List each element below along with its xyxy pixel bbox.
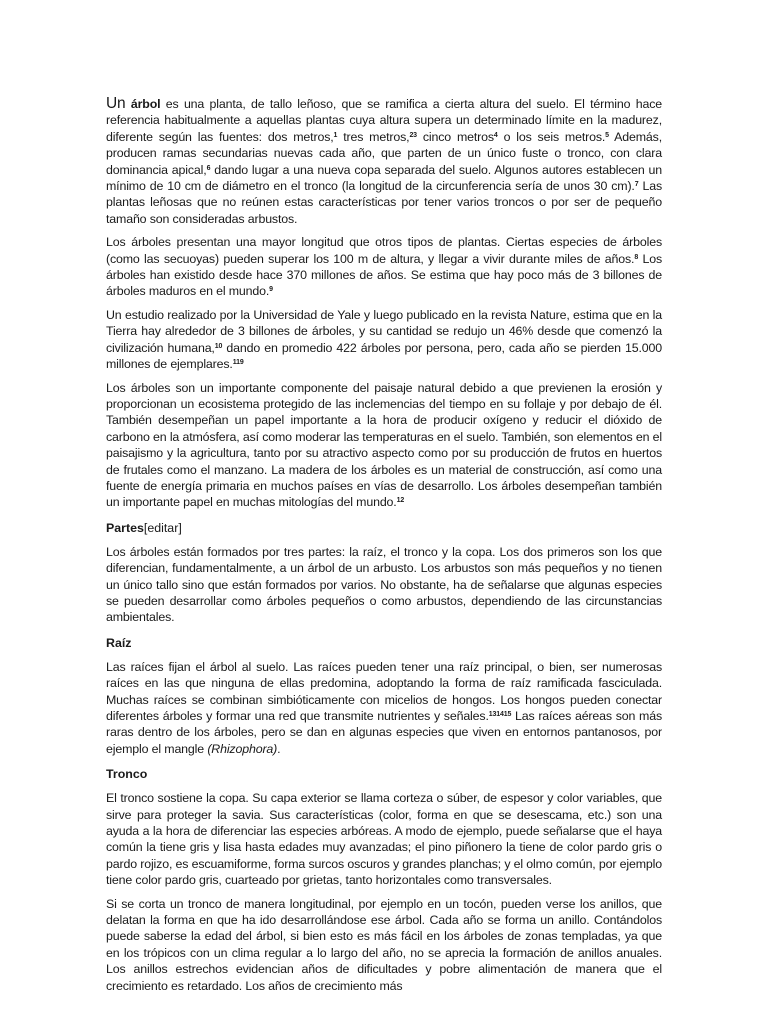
paragraph-text: Los árboles presentan una mayor longitud que otros tipos de plantas. Ciertas especies de árboles (como las secuoyas) pueden superar los 100 m de altura, y llegar a vivir durante miles de años.	[106, 235, 662, 266]
footnote-ref[interactable]: 10	[214, 342, 223, 350]
paragraph-text: Las raíces fijan el árbol al suelo. Las raíces pueden tener una raíz principal, o bien, ser numerosas raíces en las que ninguna de ellas predomina, adoptando la forma de raíz ramificada fasciculada. Muchas raíces se combinan simbióticamente con micelios de hongos. Los hongos pueden conectar diferentes árboles y formar una red que transmite nutrientes y señales.	[106, 659, 662, 723]
footnote-ref[interactable]: 5	[605, 131, 609, 139]
footnote-ref[interactable]: 119	[232, 359, 244, 367]
intro-text: Las plantas leñosas que no reúnen estas características por tener varios troncos o por ser de pequeño tamaño son consideradas arbustos.	[106, 179, 662, 226]
footnote-ref[interactable]: 12	[396, 497, 405, 505]
paragraph-text: dando en promedio 422 árboles por persona, pero, cada año se pierden 15.000 millones de ejemplares.	[106, 340, 662, 372]
paragraph-text: Los árboles son un importante componente del paisaje natural debido a que previenen la erosión y proporcionan un ecosistema protegido de las inclemencias del tiempo en su follaje y por debajo de él. También desempeñan un papel importante a la hora de producir oxígeno y reducir el dióxido de carbono en la atmósfera, así como moderar las temperaturas en el suelo. También, son elementos en el paisajismo y la agricultura, tanto por su atractivo aspecto como por su producción de frutos en huertos de frutales como el manzano. La madera de los árboles es un material de construcción, así como una fuente de energía primaria en muchos países en vías de desarrollo. Los árboles desempeñan también un importante papel en muchas mitologías del mundo.	[106, 380, 662, 510]
paragraph-raiz	[106, 659, 662, 757]
intro-text: tres metros,	[337, 129, 410, 144]
footnote-ref[interactable]: 23	[409, 131, 417, 139]
intro-text: Además, producen ramas secundarias nuevas cada año, que parten de un único fuste o tronco, con clara dominancia apical,	[106, 129, 663, 177]
section-heading-partes	[106, 520, 662, 536]
edit-link[interactable]: [editar]	[143, 520, 182, 535]
paragraph-importance	[106, 380, 662, 511]
paragraph-text: Los árboles han existido desde hace 370 millones de años. Se estima que hay poco más de 3 billones de árboles maduros en el mundo.	[106, 251, 662, 299]
paragraph-longevity	[106, 234, 662, 300]
heading-label: Partes	[106, 520, 144, 535]
paragraph-text: .	[277, 741, 281, 756]
paragraph-text: Las raíces aéreas son más raras dentro de los árboles, pero se dan en algunas especies que viven en entornos pantanosos, por ejemplo el mangle	[106, 709, 662, 756]
intro-text: o los seis metros.	[497, 129, 606, 144]
footnote-ref[interactable]: 1	[333, 131, 338, 139]
intro-text: cinco metros	[416, 129, 494, 144]
paragraph-partes: Los árboles están formados por tres partes: la raíz, el tronco y la copa. Los dos primeros son los que diferencian, fundamentalmente, a un árbol de un arbusto. Los arbustos son más pequeños y no tienen un único tallo sino que están formados por varios. No obstante, ha de señalarse que algunas especies se pueden desarrollar como árboles pequeños o como arbustos, dependiendo de las circunstancias ambientales.	[106, 544, 662, 625]
intro-paragraph	[106, 96, 662, 227]
scientific-name: (Rhizophora)	[207, 741, 278, 756]
section-heading-tronco: Tronco	[106, 767, 148, 782]
footnote-ref[interactable]: 4	[493, 131, 498, 139]
intro-text: dando lugar a una nueva copa separada del suelo. Algunos autores establecen un mínimo de 10 cm de diámetro en el tronco (la longitud de la circunferencia sería de unos 30 cm).	[106, 162, 662, 194]
intro-text: es una planta, de tallo leñoso, que se ramifica a cierta altura del suelo. El término hace referencia habitualmente a aquellas plantas cuya altura supera un determinado límite en la madurez, diferente según las fuentes: dos metros,	[106, 97, 663, 144]
footnote-ref[interactable]: 6	[206, 164, 211, 172]
paragraph-tronco-anillos: Si se corta un tronco de manera longitudinal, por ejemplo en un tocón, pueden verse los anillos, que delatan la forma en que ha ido desarrollándose ese árbol. Cada año se forma un anillo. Contándolos puede saberse la edad del árbol, si bien esto es más fácil en los árboles de zonas templadas, ya que en los trópicos con un clima regular a lo largo del año, no se aprecia la formación de anillos anuales. Los anillos estrechos evidencian años de dificultades y pobre alimentación de manera que el crecimiento es retardado. Los años de crecimiento más	[106, 896, 662, 993]
footnote-ref[interactable]: 131415	[488, 711, 512, 718]
section-heading-raiz: Raíz	[106, 635, 132, 650]
intro-term-arbol: árbol	[130, 97, 161, 111]
paragraph-text: Un estudio realizado por la Universidad de Yale y luego publicado en la revista Nature, estima que en la Tierra hay alrededor de 3 billones de árboles, y su cantidad se redujo un 46% desde que comenzó la civilización humana,	[106, 307, 662, 355]
footnote-ref[interactable]: 7	[634, 181, 639, 189]
intro-word-un: Un	[106, 95, 126, 112]
paragraph-yale-study	[106, 307, 662, 373]
paragraph-tronco-corteza: El tronco sostiene la copa. Su capa exterior se llama corteza o súber, de espesor y color variables, que sirve para proteger la savia. Sus características (color, forma en que se desescama, etc.) son una ayuda a la hora de diferenciar las especies arbóreas. A modo de ejemplo, puede señalarse que el haya común la tiene gris y lisa hasta edades muy avanzadas; el pino piñonero la tiene de color pardo gris o pardo rojizo, es escuamiforme, forma surcos oscuros y grandes planchas; y el olmo común, por ejemplo tiene color pardo gris, cuarteado por grietas, tanto horizontales como transversales.	[106, 791, 662, 888]
footnote-ref[interactable]: 8	[634, 253, 639, 261]
footnote-ref[interactable]: 9	[269, 286, 273, 294]
